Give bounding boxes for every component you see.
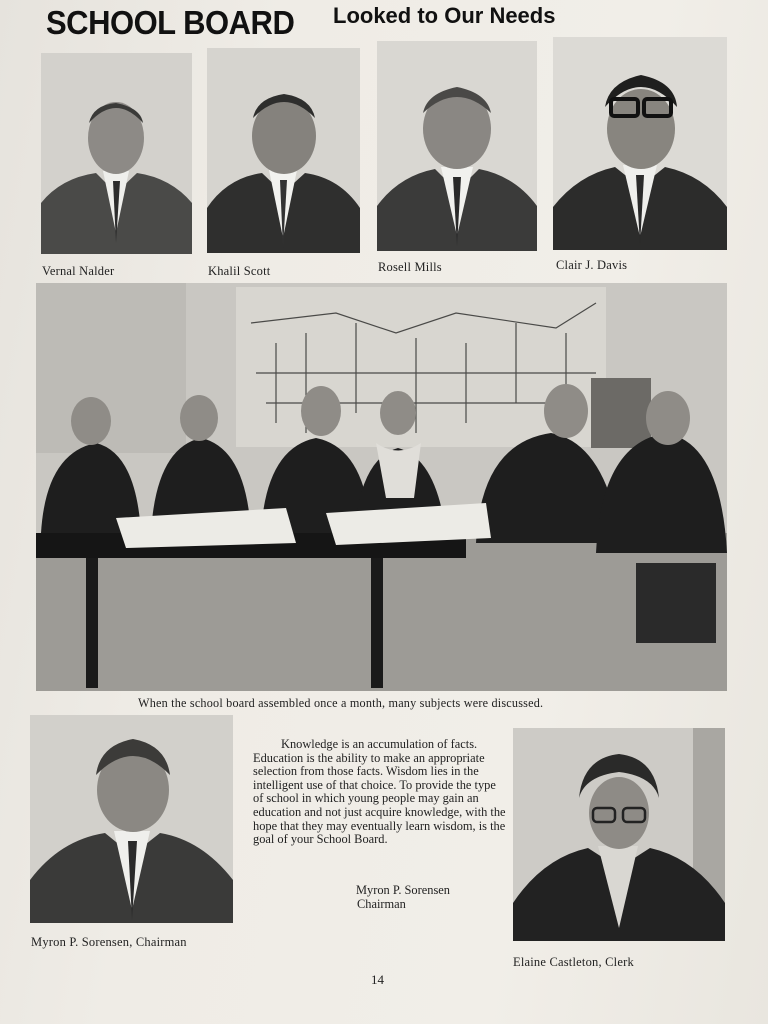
portrait-photo-vernal-nalder (41, 53, 192, 254)
board-statement-text: Knowledge is an accumulation of facts. Education is the ability to make an appropriate selection from those facts. Wisdom lies in the intelligent use of that choice. To provide the type of school in which young people may gain an education and not just acquire knowledge, with the hope that they may eventually learn wisdom, is the goal of your School Board. (253, 737, 506, 847)
page-title: SCHOOL BOARD (46, 4, 295, 42)
portrait-photo-rosell-mills (377, 41, 537, 251)
portrait-caption-rosell-mills: Rosell Mills (378, 260, 442, 274)
page-subtitle: Looked to Our Needs (333, 3, 556, 28)
board-statement (253, 738, 508, 847)
statement-signature (356, 884, 450, 911)
portrait-photo-elaine-castleton (513, 728, 725, 941)
clerk-caption: Elaine Castleton, Clerk (513, 955, 634, 969)
portrait-photo-myron-p-sorensen (30, 715, 233, 923)
group-photo-caption: When the school board assembled once a month, many subjects were discussed. (138, 696, 544, 710)
page-number: 14 (371, 972, 384, 987)
signature-name: Myron P. Sorensen (356, 883, 450, 897)
portrait-caption-khalil-scott: Khalil Scott (208, 264, 271, 278)
group-photo-school-board-meeting (36, 283, 727, 691)
portrait-caption-vernal-nalder: Vernal Nalder (42, 264, 115, 278)
portrait-caption-clair-j-davis: Clair J. Davis (556, 258, 628, 272)
chairman-caption: Myron P. Sorensen, Chairman (31, 935, 187, 949)
signature-title: Chairman (357, 896, 406, 911)
portrait-photo-clair-j-davis (553, 37, 727, 250)
portrait-photo-khalil-scott (207, 48, 360, 253)
